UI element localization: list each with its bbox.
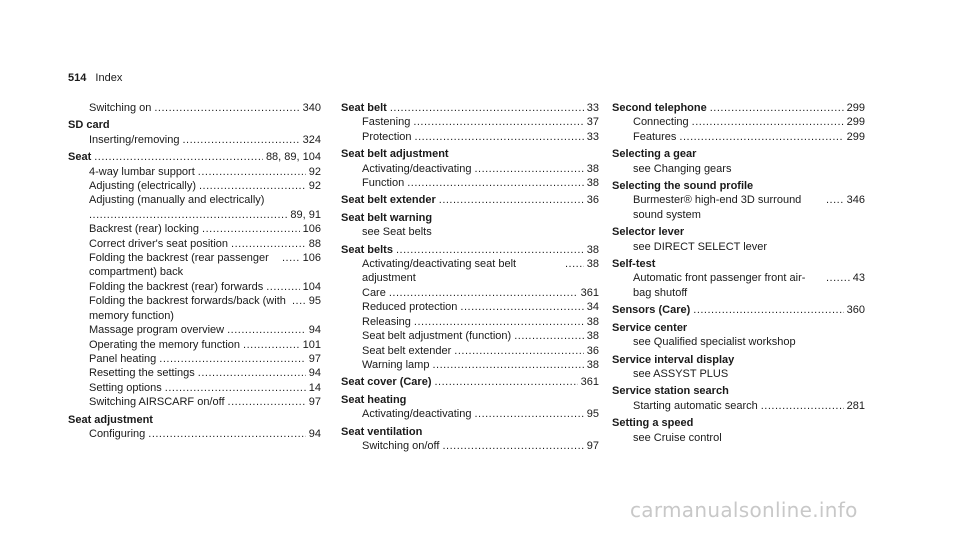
index-subentry: Activating/deactivating ..... 38 [341, 162, 599, 176]
dot-leader [231, 237, 306, 251]
page-number: 514 [68, 72, 87, 84]
index-heading-row [612, 303, 865, 317]
index-heading: Seat belt adjustment [341, 148, 449, 161]
index-entry [341, 193, 599, 207]
dot-leader [198, 165, 306, 179]
page-header [68, 71, 122, 85]
index-entry [612, 225, 865, 254]
index-heading: Seat adjustment [68, 413, 153, 426]
page-ref: 95 [308, 295, 321, 308]
page-ref: 281 [846, 399, 865, 412]
index-subentry: Panel heating ..... 97 [68, 352, 321, 366]
see-reference: see Cruise control [633, 431, 722, 444]
page-ref: 299 [846, 116, 865, 129]
index-entry [612, 353, 865, 382]
index-entry [68, 413, 321, 442]
index-subentry: Massage program overview ..... 94 [68, 323, 321, 337]
index-entry [612, 384, 865, 413]
index-heading: Selector lever [612, 226, 685, 239]
dot-leader [199, 179, 306, 193]
dot-leader [202, 222, 300, 236]
page-ref: 299 [846, 130, 865, 143]
index-subentry: Setting options ..... 14 [68, 381, 321, 395]
index-subentry: Releasing ..... 38 [341, 315, 599, 329]
index-entry [341, 425, 599, 454]
page-ref: 106 [302, 252, 321, 265]
dot-leader [228, 395, 306, 409]
page-ref: 324 [302, 133, 321, 146]
page-ref: 361 [580, 286, 599, 299]
page-ref: 94 [308, 367, 321, 380]
page-ref: 106 [302, 223, 321, 236]
dot-leader [761, 399, 844, 413]
index-subentry: Resetting the settings ..... 94 [68, 366, 321, 380]
index-heading-row [341, 375, 599, 389]
dot-leader [407, 176, 584, 190]
index-heading: Selecting the sound profile [612, 180, 754, 193]
dot-leader [692, 115, 844, 129]
index-entry [612, 321, 865, 350]
dot-leader [198, 366, 306, 380]
page-ref: 37 [586, 116, 599, 129]
dot-leader [460, 300, 583, 314]
index-entry [612, 257, 865, 300]
index-column-3 [612, 101, 865, 448]
index-entry [68, 118, 321, 147]
index-entry [612, 303, 865, 317]
index-subentry: Automatic front passenger front air-bag shutoff ..... 43 [612, 271, 865, 300]
index-subentry: Configuring ..... 94 [68, 427, 321, 441]
page-ref: 340 [302, 102, 321, 114]
page-ref: 97 [308, 396, 321, 409]
index-subentry: Inserting/removing ..... 324 [68, 133, 321, 147]
index-subentry: Activating/deactivating ..... 95 [341, 407, 599, 421]
dot-leader [227, 323, 306, 337]
dot-leader [454, 344, 583, 358]
index-column-2 [341, 101, 599, 456]
page-ref: 88, 89, 104 [265, 151, 321, 164]
index-subentry: Care ..... 361 [341, 286, 599, 300]
index-heading: Second telephone [612, 102, 707, 114]
dot-leader [474, 407, 583, 421]
index-heading: Sensors (Care) [612, 304, 691, 317]
index-heading: Seat cover (Care) [341, 376, 432, 389]
dot-leader [514, 329, 584, 343]
index-subentry: Function ..... 38 [341, 176, 599, 190]
dot-leader [266, 280, 299, 294]
see-reference: see ASSYST PLUS [633, 367, 729, 380]
index-heading: Seat belts [341, 243, 393, 256]
index-subentry: Connecting ..... 299 [612, 115, 865, 129]
dot-leader [435, 375, 578, 389]
dot-leader [439, 193, 584, 207]
index-subentry: Protection ..... 33 [341, 130, 599, 144]
page-ref: 94 [308, 427, 321, 440]
index-heading: Self-test [612, 258, 656, 271]
page-ref: 346 [846, 194, 865, 207]
page-ref: 38 [586, 315, 599, 328]
see-reference: see Seat belts [362, 226, 432, 239]
page-ref: 43 [852, 272, 865, 285]
index-subentry: Seat belt extender ..... 36 [341, 344, 599, 358]
index-subentry: Reduced protection ..... 34 [341, 300, 599, 314]
page-ref: 104 [302, 280, 321, 293]
page-ref: 38 [586, 177, 599, 190]
page-ref: 14 [308, 381, 321, 394]
page-ref: 97 [308, 352, 321, 365]
dot-leader [826, 193, 844, 207]
index-entry [341, 211, 599, 240]
dot-leader [89, 208, 287, 222]
index-entry [341, 147, 599, 190]
index-entry [68, 150, 321, 409]
dot-leader [183, 133, 300, 147]
index-subentry: Switching on ..... 340 [68, 101, 321, 115]
dot-leader [389, 286, 578, 300]
index-subentry: Operating the memory function ..... 101 [68, 338, 321, 352]
index-heading: Seat [68, 151, 92, 164]
dot-leader [282, 251, 300, 265]
index-subentry: Correct driver's seat position ..... 88 [68, 237, 321, 251]
index-heading: Selecting a gear [612, 148, 697, 161]
index-subentry: Folding the backrest forwards/back (with memory function) ..... 95 [68, 294, 321, 323]
index-column-1 [68, 101, 321, 444]
index-subentry: Burmester® high-end 3D surround sound system ..... 346 [612, 193, 865, 222]
dot-leader [154, 101, 299, 115]
dot-leader [396, 243, 584, 257]
dot-leader [693, 303, 843, 317]
index-subentry [68, 208, 321, 222]
index-heading: Seat belt extender [341, 194, 436, 207]
index-heading: Seat heating [341, 393, 407, 406]
index-heading: Setting a speed [612, 417, 694, 430]
see-reference: see Changing gears [633, 162, 732, 175]
index-heading: Service center [612, 321, 688, 334]
page-ref: 94 [308, 324, 321, 337]
page-ref: 95 [586, 408, 599, 421]
dot-leader [565, 257, 584, 271]
page-ref: 36 [586, 194, 599, 207]
page-ref: 33 [586, 130, 599, 143]
index-entry [612, 416, 865, 445]
page-ref: 88 [308, 237, 321, 250]
index-entry [341, 243, 599, 373]
index-subentry: Folding the backrest (rear) forwards ..... 104 [68, 280, 321, 294]
dot-leader [159, 352, 305, 366]
dot-leader [710, 101, 844, 115]
dot-leader [826, 271, 850, 285]
dot-leader [414, 315, 584, 329]
index-heading-row [341, 193, 599, 207]
see-reference: see Qualified specialist workshop [633, 336, 796, 349]
index-heading: Service station search [612, 385, 729, 398]
dot-leader [432, 358, 583, 372]
index-heading: Seat belt [341, 102, 387, 114]
index-subentry: Warning lamp ..... 38 [341, 358, 599, 372]
dot-leader [474, 162, 583, 176]
index-heading: Service interval display [612, 353, 735, 366]
page-ref: 38 [586, 243, 599, 256]
dot-leader [679, 130, 843, 144]
page-ref: 360 [846, 304, 865, 317]
page-title: Index [95, 72, 123, 84]
dot-leader [413, 115, 583, 129]
index-entry [612, 179, 865, 222]
index-subentry: Adjusting (electrically) ..... 92 [68, 179, 321, 193]
page-ref: 92 [308, 165, 321, 178]
index-subentry: 4-way lumbar support ..... 92 [68, 165, 321, 179]
dot-leader [94, 150, 263, 164]
index-entry [612, 147, 865, 176]
index-heading: SD card [68, 119, 110, 132]
index-subentry: Seat belt adjustment (function) ..... 38 [341, 329, 599, 343]
index-subentry: Backrest (rear) locking ..... 106 [68, 222, 321, 236]
dot-leader [292, 294, 306, 308]
index-subentry: Fastening ..... 37 [341, 115, 599, 129]
page-ref: 97 [586, 439, 599, 452]
dot-leader [148, 427, 305, 441]
index-heading-row [341, 101, 599, 115]
index-subentry: Folding the backrest (rear passenger compartment) back ..... 106 [68, 251, 321, 280]
page-ref: 89, 91 [290, 208, 321, 221]
index-entry [341, 375, 599, 389]
index-subentry: Switching on/off ..... 97 [341, 439, 599, 453]
dot-leader [415, 130, 584, 144]
page-ref: 299 [846, 102, 865, 114]
index-entry [612, 101, 865, 144]
see-reference: see DIRECT SELECT lever [633, 240, 768, 253]
page-ref: 361 [580, 376, 599, 389]
index-heading: Seat ventilation [341, 425, 423, 438]
index-entry [341, 393, 599, 422]
page-ref: 101 [302, 338, 321, 351]
page-ref: 33 [586, 102, 599, 114]
watermark: carmanualsonline.info [630, 498, 858, 522]
index-heading: Seat belt warning [341, 211, 433, 224]
page-ref: 38 [586, 358, 599, 371]
dot-leader [165, 381, 306, 395]
index-subentry: Activating/deactivating seat belt adjustment ..... 38 [341, 257, 599, 286]
dot-leader [442, 439, 583, 453]
page-ref: 38 [586, 258, 599, 271]
index-subentry: Features ..... 299 [612, 130, 865, 144]
index-subentry: Starting automatic search ..... 281 [612, 399, 865, 413]
page-ref: 38 [586, 162, 599, 175]
dot-leader [243, 338, 300, 352]
index-heading-row [68, 150, 321, 164]
index-entry [341, 101, 599, 144]
page-ref: 34 [586, 301, 599, 314]
index-entry [68, 101, 321, 115]
page-ref: 92 [308, 180, 321, 193]
dot-leader [390, 101, 584, 115]
page-ref: 38 [586, 330, 599, 343]
page-ref: 36 [586, 344, 599, 357]
index-heading-row [341, 243, 599, 257]
index-subentry-text: Adjusting (manually and electrically) [89, 194, 265, 207]
index-subentry: Switching AIRSCARF on/off ..... 97 [68, 395, 321, 409]
index-heading-row [612, 101, 865, 115]
